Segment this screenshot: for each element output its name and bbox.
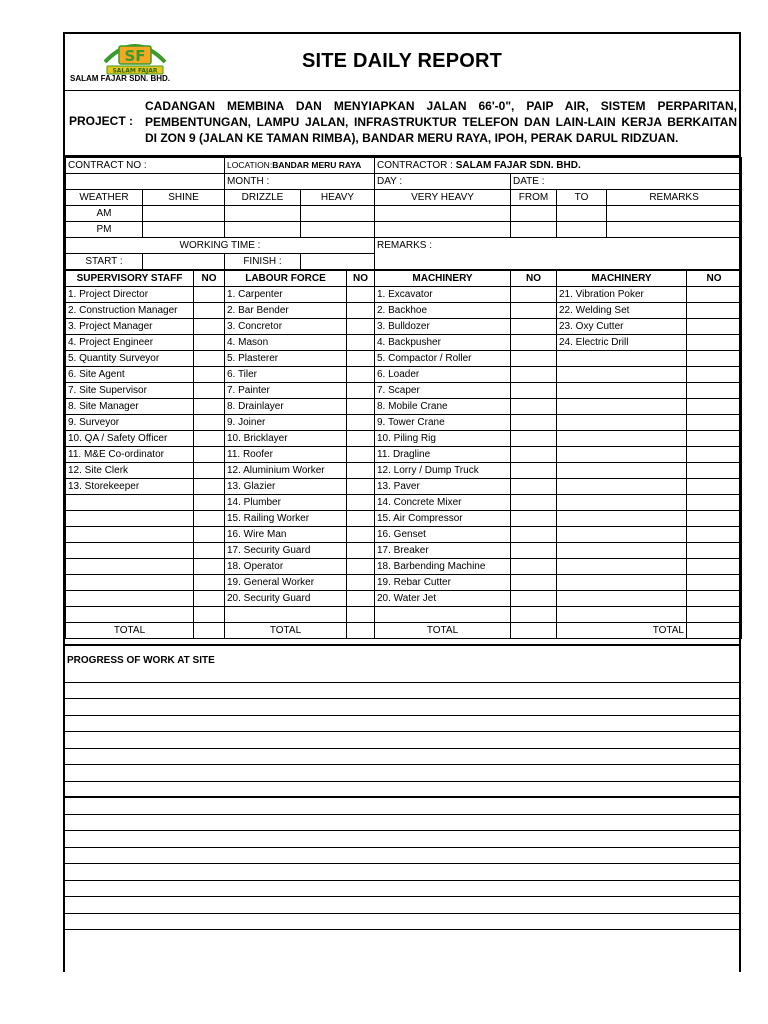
count-cell[interactable] [347, 287, 375, 303]
machinery2-item: 22. Welding Set [557, 303, 687, 319]
progress-line[interactable] [65, 815, 739, 832]
table-row [66, 479, 742, 495]
count-cell[interactable] [511, 543, 557, 559]
progress-line[interactable] [65, 699, 739, 716]
machinery2-item: 21. Vibration Poker [557, 287, 687, 303]
table-row [66, 367, 742, 383]
count-cell[interactable] [687, 575, 742, 591]
machinery-item: 13. Paver [375, 479, 511, 495]
count-cell[interactable] [347, 319, 375, 335]
weather-cell[interactable] [511, 206, 557, 222]
weather-cell[interactable] [375, 222, 511, 238]
machinery-item: 8. Mobile Crane [375, 399, 511, 415]
machinery2-item [557, 511, 687, 527]
machinery2-item [557, 591, 687, 607]
machinery2-item [557, 559, 687, 575]
weather-cell[interactable] [557, 206, 607, 222]
machinery-item: 4. Backpusher [375, 335, 511, 351]
resources-body [66, 287, 742, 623]
table-row [66, 335, 742, 351]
count-cell[interactable] [511, 575, 557, 591]
count-cell[interactable] [347, 447, 375, 463]
supervisory-item: 11. M&E Co-ordinator [66, 447, 194, 463]
count-cell[interactable] [194, 559, 225, 575]
labour-item: 7. Painter [225, 383, 347, 399]
contract-no-field[interactable]: CONTRACT NO : [66, 158, 225, 174]
weather-cell[interactable] [607, 206, 742, 222]
table-row [66, 511, 742, 527]
progress-line[interactable] [65, 864, 739, 881]
progress-line[interactable] [65, 914, 739, 931]
weather-cell[interactable] [225, 206, 301, 222]
count-cell[interactable] [347, 591, 375, 607]
table-row [66, 399, 742, 415]
count-cell[interactable] [347, 399, 375, 415]
supervisory-item: 7. Site Supervisor [66, 383, 194, 399]
progress-line[interactable] [65, 930, 739, 947]
machinery2-item [557, 479, 687, 495]
count-cell[interactable] [511, 367, 557, 383]
labour-item: 6. Tiler [225, 367, 347, 383]
count-cell[interactable] [347, 415, 375, 431]
count-cell[interactable] [347, 463, 375, 479]
blank-cell [66, 174, 225, 190]
supervisory-item [66, 575, 194, 591]
table-row [66, 415, 742, 431]
count-cell[interactable] [511, 591, 557, 607]
table-row [66, 383, 742, 399]
table-row [66, 431, 742, 447]
count-cell[interactable] [194, 431, 225, 447]
count-cell[interactable] [687, 415, 742, 431]
machinery-item: 6. Loader [375, 367, 511, 383]
count-cell[interactable] [687, 431, 742, 447]
weather-cell[interactable] [557, 222, 607, 238]
table-row [66, 607, 742, 623]
labour-item: 2. Bar Bender [225, 303, 347, 319]
weather-cell[interactable] [375, 206, 511, 222]
machinery-item: 14. Concrete Mixer [375, 495, 511, 511]
supervisory-item: 4. Project Engineer [66, 335, 194, 351]
labour-item [225, 607, 347, 623]
no-header: NO [687, 271, 742, 287]
machinery2-item: 23. Oxy Cutter [557, 319, 687, 335]
progress-line[interactable] [65, 765, 739, 782]
labour-item: 1. Carpenter [225, 287, 347, 303]
machinery-item: 15. Air Compressor [375, 511, 511, 527]
table-row [66, 559, 742, 575]
labour-item: 11. Roofer [225, 447, 347, 463]
count-cell[interactable] [194, 383, 225, 399]
labour-item: 4. Mason [225, 335, 347, 351]
machinery2-item [557, 447, 687, 463]
heavy-header: HEAVY [301, 190, 375, 206]
machinery-item: 5. Compactor / Roller [375, 351, 511, 367]
no-header: NO [511, 271, 557, 287]
count-cell[interactable] [687, 543, 742, 559]
table-row [66, 495, 742, 511]
labour-item: 16. Wire Man [225, 527, 347, 543]
count-cell[interactable] [194, 399, 225, 415]
report-header [65, 34, 739, 91]
count-cell[interactable] [687, 607, 742, 623]
contractor-value: SALAM FAJAR SDN. BHD. [455, 160, 581, 171]
count-cell[interactable] [194, 335, 225, 351]
weather-cell[interactable] [225, 222, 301, 238]
count-cell[interactable] [347, 479, 375, 495]
labour-item: 10. Bricklayer [225, 431, 347, 447]
machinery-item: 18. Barbending Machine [375, 559, 511, 575]
machinery2-item [557, 351, 687, 367]
machinery2-item [557, 383, 687, 399]
count-cell[interactable] [687, 399, 742, 415]
count-cell[interactable] [687, 527, 742, 543]
supervisory-item: 12. Site Clerk [66, 463, 194, 479]
to-header: TO [557, 190, 607, 206]
machinery2-item [557, 367, 687, 383]
table-row [66, 303, 742, 319]
count-cell[interactable] [194, 415, 225, 431]
count-cell[interactable] [194, 479, 225, 495]
supervisory-item: 10. QA / Safety Officer [66, 431, 194, 447]
shine-header: SHINE [143, 190, 225, 206]
supervisory-staff-header: SUPERVISORY STAFF [66, 271, 194, 287]
count-cell[interactable] [194, 287, 225, 303]
machinery2-item [557, 415, 687, 431]
machinery-item: 10. Piling Rig [375, 431, 511, 447]
count-cell[interactable] [194, 527, 225, 543]
progress-line[interactable] [65, 666, 739, 683]
count-cell[interactable] [687, 463, 742, 479]
count-cell[interactable] [511, 559, 557, 575]
count-cell[interactable] [347, 431, 375, 447]
count-cell[interactable] [194, 303, 225, 319]
count-cell[interactable] [347, 575, 375, 591]
weather-cell[interactable] [511, 222, 557, 238]
project-section [65, 91, 739, 157]
count-cell[interactable] [511, 303, 557, 319]
supervisory-item [66, 543, 194, 559]
count-cell[interactable] [194, 511, 225, 527]
day-field[interactable]: DAY : [375, 174, 511, 190]
machinery-item: 16. Genset [375, 527, 511, 543]
progress-title: PROGRESS OF WORK AT SITE [67, 655, 215, 666]
count-cell[interactable] [687, 351, 742, 367]
logo-text: SF [124, 47, 146, 65]
contractor-label: CONTRACTOR : [377, 160, 456, 171]
supervisory-item [66, 527, 194, 543]
machinery2-item [557, 399, 687, 415]
count-cell[interactable] [511, 319, 557, 335]
drizzle-header: DRIZZLE [225, 190, 301, 206]
finish-value[interactable] [301, 254, 375, 270]
count-cell[interactable] [687, 367, 742, 383]
count-cell[interactable] [687, 319, 742, 335]
count-cell[interactable] [194, 607, 225, 623]
machinery-item: 2. Backhoe [375, 303, 511, 319]
labour-item: 20. Security Guard [225, 591, 347, 607]
machinery-item: 9. Tower Crane [375, 415, 511, 431]
machinery2-item [557, 431, 687, 447]
table-row [66, 287, 742, 303]
labour-item: 12. Aluminium Worker [225, 463, 347, 479]
weather-cell[interactable] [301, 222, 375, 238]
labour-item: 17. Security Guard [225, 543, 347, 559]
labour-item: 13. Glazier [225, 479, 347, 495]
count-cell[interactable] [511, 463, 557, 479]
machinery-item: 7. Scaper [375, 383, 511, 399]
machinery2-item [557, 607, 687, 623]
progress-line[interactable] [65, 897, 739, 914]
logo-banner-text: SALAM FAJAR [112, 67, 158, 75]
count-cell[interactable] [194, 351, 225, 367]
count-cell[interactable] [687, 287, 742, 303]
machinery-header: MACHINERY [375, 271, 511, 287]
count-cell[interactable] [347, 511, 375, 527]
supervisory-total-label: TOTAL [66, 623, 194, 639]
weather-cell[interactable] [301, 206, 375, 222]
count-cell[interactable] [347, 367, 375, 383]
progress-line[interactable] [65, 716, 739, 733]
progress-line[interactable] [65, 749, 739, 766]
page-title: SITE DAILY REPORT [301, 50, 503, 72]
count-cell[interactable] [194, 543, 225, 559]
resources-table [65, 270, 742, 639]
project-line: DI ZON 9 (JALAN KE TAMAN RIMBA), BANDAR MERU RAYA, IPOH, PERAK DARUL RIDZUAN. [145, 131, 679, 145]
weather-cell[interactable] [143, 206, 225, 222]
supervisory-item: 5. Quantity Surveyor [66, 351, 194, 367]
remarks-field[interactable]: REMARKS : [375, 238, 742, 254]
count-cell[interactable] [687, 591, 742, 607]
progress-lines [65, 666, 739, 947]
machinery2-item [557, 463, 687, 479]
labour-item: 18. Operator [225, 559, 347, 575]
progress-line[interactable] [65, 848, 739, 865]
progress-line[interactable] [65, 732, 739, 749]
supervisory-item: 6. Site Agent [66, 367, 194, 383]
count-cell[interactable] [687, 511, 742, 527]
weather-cell[interactable] [607, 222, 742, 238]
count-cell[interactable] [511, 335, 557, 351]
progress-line[interactable] [65, 881, 739, 898]
count-cell[interactable] [511, 447, 557, 463]
machinery-item: 19. Rebar Cutter [375, 575, 511, 591]
count-cell[interactable] [687, 303, 742, 319]
labour-item: 5. Plasterer [225, 351, 347, 367]
supervisory-item [66, 607, 194, 623]
labour-item: 8. Drainlayer [225, 399, 347, 415]
project-line: CADANGAN MEMBINA DAN MENYIAPKAN JALAN 66'-0", PAIP AIR, SISTEM PERPARITAN, [145, 99, 737, 113]
table-row [66, 447, 742, 463]
machinery-total-value[interactable] [511, 623, 557, 639]
machinery2-total-value[interactable] [687, 623, 742, 639]
count-cell[interactable] [511, 527, 557, 543]
from-header: FROM [511, 190, 557, 206]
supervisory-item: 3. Project Manager [66, 319, 194, 335]
pm-label: PM [66, 222, 143, 238]
table-row [66, 351, 742, 367]
site-daily-report-form [63, 32, 741, 972]
count-cell[interactable] [347, 303, 375, 319]
count-cell[interactable] [347, 335, 375, 351]
project-description [145, 98, 737, 146]
machinery-header: MACHINERY [557, 271, 687, 287]
supervisory-item: 13. Storekeeper [66, 479, 194, 495]
start-value[interactable] [143, 254, 225, 270]
supervisory-total-value[interactable] [194, 623, 225, 639]
no-header: NO [194, 271, 225, 287]
supervisory-item [66, 511, 194, 527]
table-row [66, 319, 742, 335]
weather-cell[interactable] [143, 222, 225, 238]
count-cell[interactable] [511, 383, 557, 399]
progress-line[interactable] [65, 798, 739, 815]
count-cell[interactable] [347, 495, 375, 511]
weather-header: WEATHER [66, 190, 143, 206]
progress-section [65, 644, 739, 947]
progress-line[interactable] [65, 782, 739, 799]
machinery-total-label: TOTAL [375, 623, 511, 639]
count-cell[interactable] [347, 527, 375, 543]
count-cell[interactable] [347, 351, 375, 367]
progress-line[interactable] [65, 831, 739, 848]
table-row [66, 591, 742, 607]
count-cell[interactable] [194, 447, 225, 463]
labour-item: 3. Concretor [225, 319, 347, 335]
labour-item: 9. Joiner [225, 415, 347, 431]
start-field[interactable]: START : [66, 254, 143, 270]
machinery2-item [557, 575, 687, 591]
labour-item: 14. Plumber [225, 495, 347, 511]
machinery2-total-label: TOTAL [557, 623, 687, 639]
supervisory-item: 1. Project Director [66, 287, 194, 303]
count-cell[interactable] [687, 383, 742, 399]
machinery-item: 12. Lorry / Dump Truck [375, 463, 511, 479]
working-time-label: WORKING TIME : [66, 238, 375, 254]
count-cell[interactable] [511, 415, 557, 431]
supervisory-item: 8. Site Manager [66, 399, 194, 415]
count-cell[interactable] [347, 383, 375, 399]
month-field[interactable]: MONTH : [225, 174, 375, 190]
location-field[interactable] [225, 158, 375, 174]
count-cell[interactable] [511, 399, 557, 415]
machinery-item: 1. Excavator [375, 287, 511, 303]
labour-total-label: TOTAL [225, 623, 347, 639]
table-row [66, 463, 742, 479]
supervisory-item [66, 495, 194, 511]
count-cell[interactable] [194, 495, 225, 511]
count-cell[interactable] [511, 511, 557, 527]
supervisory-item [66, 591, 194, 607]
machinery2-item [557, 495, 687, 511]
contractor-field[interactable] [375, 158, 742, 174]
no-header: NO [347, 271, 375, 287]
count-cell[interactable] [687, 479, 742, 495]
remarks-area[interactable] [375, 254, 742, 270]
machinery2-item [557, 543, 687, 559]
count-cell[interactable] [511, 287, 557, 303]
progress-line[interactable] [65, 683, 739, 700]
labour-total-value[interactable] [347, 623, 375, 639]
machinery-item: 3. Bulldozer [375, 319, 511, 335]
count-cell[interactable] [347, 543, 375, 559]
location-label: LOCATION: [227, 160, 273, 170]
count-cell[interactable] [687, 559, 742, 575]
count-cell[interactable] [687, 495, 742, 511]
count-cell[interactable] [347, 607, 375, 623]
remarks-header: REMARKS [607, 190, 742, 206]
location-value: BANDAR MERU RAYA [272, 160, 362, 170]
count-cell[interactable] [194, 575, 225, 591]
table-row [66, 527, 742, 543]
count-cell[interactable] [687, 447, 742, 463]
count-cell[interactable] [194, 463, 225, 479]
count-cell[interactable] [194, 319, 225, 335]
machinery2-item: 24. Electric Drill [557, 335, 687, 351]
count-cell[interactable] [194, 591, 225, 607]
project-label: PROJECT : [69, 114, 134, 128]
supervisory-item [66, 559, 194, 575]
table-row [66, 575, 742, 591]
am-label: AM [66, 206, 143, 222]
labour-item: 15. Railing Worker [225, 511, 347, 527]
table-row [66, 543, 742, 559]
count-cell[interactable] [687, 335, 742, 351]
machinery-item: 17. Breaker [375, 543, 511, 559]
count-cell[interactable] [511, 607, 557, 623]
count-cell[interactable] [194, 367, 225, 383]
company-name: SALAM FAJAR SDN. BHD. [70, 74, 171, 83]
machinery-item [375, 607, 511, 623]
machinery-item: 20. Water Jet [375, 591, 511, 607]
finish-field[interactable]: FINISH : [225, 254, 301, 270]
date-field[interactable]: DATE : [511, 174, 742, 190]
count-cell[interactable] [511, 431, 557, 447]
labour-item: 19. General Worker [225, 575, 347, 591]
labour-force-header: LABOUR FORCE [225, 271, 347, 287]
count-cell[interactable] [511, 479, 557, 495]
count-cell[interactable] [511, 351, 557, 367]
machinery2-item [557, 527, 687, 543]
very-heavy-header: VERY HEAVY [375, 190, 511, 206]
info-weather-table [65, 157, 742, 270]
count-cell[interactable] [347, 559, 375, 575]
count-cell[interactable] [511, 495, 557, 511]
supervisory-item: 2. Construction Manager [66, 303, 194, 319]
project-line: PEMBENTUNGAN, LAMPU JALAN, INFRASTRUKTUR TELEFON DAN LAIN-LAIN KERJA BERKAITAN [145, 115, 737, 129]
machinery-item: 11. Dragline [375, 447, 511, 463]
supervisory-item: 9. Surveyor [66, 415, 194, 431]
